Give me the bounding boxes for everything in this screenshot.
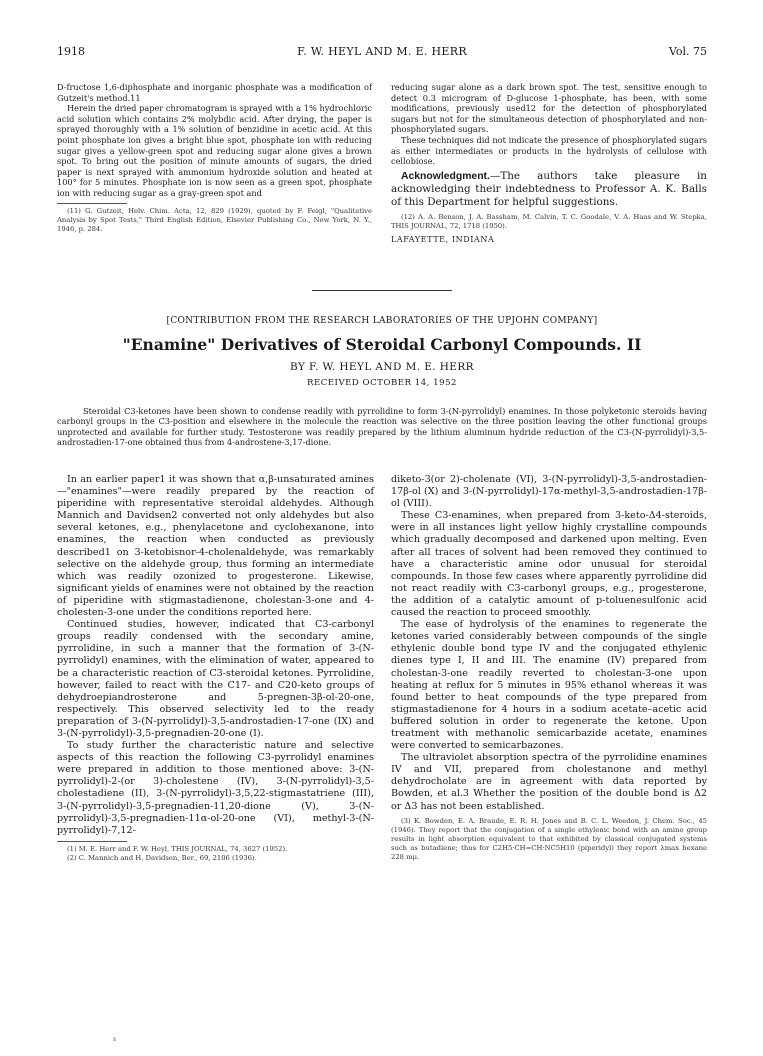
article-left-column [57,474,374,863]
running-head [57,44,707,60]
acknowledgment-heading: Acknowledgment. [401,170,490,182]
prev-article-left-column [57,82,372,234]
paragraph: The ease of hydrolysis of the enamines to regenerate the ketones varied considerably between compounds of the single ethylenic double bond type IV and the conjugated ethylenic dienes type I, II and III. The enamine (IV) prepared from cholestan-3-one readily reverted to cholestan-3-one upon heating at reflux for 5 minutes in 95% ethanol whereas it was found better to heat compounds of the type prepared from stigmastadienone for 4 hours in a sodium acetate–acetic acid buffered solution in order to regenerate the ketone. Upon treatment with methanolic semicarbazide acetate, enamines were converted to semicarbazones. [391,619,707,752]
footnote: (11) G. Gutzeit, Helv. Chim. Acta, 12, 829 (1929), quoted by F. Feigl, "Qualitative Analysis by Spot Tests," Third English Edition, Elsevier Publishing Co., New York, N. Y., 1946, p. 284. [57,206,372,233]
paragraph: Herein the dried paper chromatogram is sprayed with a 1% hydrochloric acid solution which contains 2% molybdic acid. After drying, the paper is sprayed thoroughly with a 1% solution of benzidine in acetic acid. At this point phosphate ion gives a bright blue spot, phosphate ion with reducing sugar gives a yellow-green spot and reducing sugar alone gives a brown spot. To bring out the position of minute amounts of sugars, the dried paper is next sprayed with ammonium hydroxide solution and heated at 100° for 5 minutes. Phosphate ion is now seen as a green spot, phosphate ion with reducing sugar as a gray-green spot and [57,103,372,198]
signature-mark: s [113,1036,117,1043]
footnote: (2) C. Mannich and H. Davidsen, Ber., 69, 2106 (1936). [67,853,257,862]
article-right-column [391,474,707,862]
contribution-line: [CONTRIBUTION FROM THE RESEARCH LABORATORIES OF THE UPJOHN COMPANY] [166,316,598,326]
paragraph: To study further the characteristic nature and selective aspects of this reaction the following C3-pyrrolidyl enamines were prepared in addition to those mentioned above: 3-(N-pyrrolidyl)-2-(or 3)-cholestene (IV), 3-(N-pyrrolidyl)-3,5-cholestadiene (II), 3-(N-pyrrolidyl)-3,5,22-stigmastatriene (III), 3-(N-pyrrolidyl)-3,5-pregnadien-11,20-dione (V), 3-(N-pyrrolidyl)-3,5-pregnadien-11α-ol-20-one (VI), methyl-3-(N-pyrrolidyl)-7,12- [57,740,374,836]
acknowledgment [391,170,707,209]
paragraph: The ultraviolet absorption spectra of the pyrrolidine enamines IV and VII, prepared from cholestanone and methyl dehydrocholate are in agreement with data reported by Bowden, et al.3 Whether the position of the double bond is Δ2 or Δ3 has not been established. [391,752,707,812]
received-date: RECEIVED OCTOBER 14, 1952 [306,378,458,388]
footnote-divider [57,203,127,204]
acknowledgment-text: —The authors take pleasure in acknowledging their indebtedness to Professor A. K. Balls of this Department for helpful suggestions. [391,169,707,208]
paragraph: These C3-enamines, when prepared from 3-keto-Δ4-steroids, were in all instances light yellow highly crystalline compounds which gradually decomposed and darkened upon melting. Even after all traces of solvent had been removed they continued to have a characteristic amine odor unusual for steroidal compounds. In those few cases where apparently pyrrolidine did not react readily with C3-carbonyl groups, e.g., progesterone, the addition of a catalytic amount of p-toluenesulfonic acid caused the reaction to proceed smoothly. [391,510,707,619]
paragraph: These techniques did not indicate the presence of phosphorylated sugars as either intermediates or products in the hydrolysis of cellulose with cellobiose. [391,134,707,167]
footnote: (3) K. Bowden, E. A. Braude, E. R. H. Jones and B. C. L. Weedon, J. Chem. Soc., 45 (1946). They report that the conjugation of a single ethylenic bond with an amino group results in light absorption equivalent to that exhibited by classical conjugated systems such as butadiene; thus for C2H5·CH=CH·NC5H10 (piperidyl) they report λmax hexane 228 mμ. [391,816,707,861]
paragraph: Continued studies, however, indicated that C3-carbonyl groups readily condensed with the secondary amine, pyrrolidine, in such a manner that the formation of 3-(N-pyrrolidyl) enamines, with the elimination of water, appeared to be a characteristic reaction of C3-steroidal ketones. Pyrrolidine, however, failed to react with the C17- and C20-keto groups of dehydroepiandrosterone and 5-pregnen-3β-ol-20-one, respectively. This observed selectivity led to the ready preparation of 3-(N-pyrrolidyl)-3,5-androstadien-17-one (IX) and 3-(N-pyrrolidyl)-3,5-pregnadien-20-one (I). [57,619,374,739]
volume-label: Vol. 75 [668,45,707,58]
article-title: "Enamine" Derivatives of Steroidal Carbonyl Compounds. II [122,335,642,354]
footnote-divider [57,841,127,842]
paragraph: diketo-3(or 2)-cholenate (VI), 3-(N-pyrrolidyl)-3,5-androstadien-17β-ol (X) and 3-(N-pyrrolidyl)-17α-methyl-3,5-androstadien-17β-ol (VIII). [391,474,707,510]
page-number: 1918 [57,45,85,58]
prev-article-right-column [391,82,707,245]
footnote: (12) A. A. Benson, J. A. Bassham, M. Calvin, T. C. Goodale, V. A. Haas and W. Stepka, THIS JOURNAL, 72, 1718 (1950). [391,212,707,230]
institution-place: LAFAYETTE, INDIANA [391,234,495,244]
abstract: Steroidal C3-ketones have been shown to condense readily with pyrrolidine to form 3-(N-pyrrolidyl) enamines. In those polyketonic steroids having carbonyl groups in the C3-position and elsewhere in the molecule the reaction was selective on the three position leaving the other functional groups unprotected and available for further study. Testosterone was readily prepared by the lithium aluminum hydride reduction of the C3-(N-pyrrolidyl)-3,5-androstadien-17-one obtained thus from 4-androstene-3,17-dione. [57,406,707,448]
paragraph: reducing sugar alone as a dark brown spot. The test, sensitive enough to detect 0.3 microgram of D-glucose 1-phosphate, has been, with some modifications, previously used12 for the detection of phosphorylated sugars but not for the simultaneous detection of phosphorylated and non-phosphorylated sugars. [391,82,707,135]
running-head-authors: F. W. HEYL AND M. E. HERR [297,45,467,58]
article-divider [312,290,452,291]
paragraph: In an earlier paper1 it was shown that α,β-unsaturated amines—"enamines"—were readily prepared by the reaction of piperidine with representative steroidal aldehydes. Although Mannich and Davidsen2 converted not only aldehydes but also several ketones, e.g., phenylacetone and cyclohexanone, into enamines, the reaction when conducted as previously described1 on 3-ketobisnor-4-cholenaldehyde, was remarkably selective on the aldehyde group, thus forming an intermediate which was readily ozonized to progesterone. Likewise, significant yields of enamines were not obtained by the reaction of piperidine with stigmastadienone, cholestan-3-one and 4-cholesten-3-one under the conditions reported here. [57,474,374,619]
byline: BY F. W. HEYL AND M. E. HERR [290,361,474,373]
paragraph: D-fructose 1,6-diphosphate and inorganic phosphate was a modification of Gutzeit's method.11 [57,82,372,103]
footnote: (1) M. E. Herr and F. W. Heyl, THIS JOURNAL, 74, 3627 (1952). [67,844,288,853]
